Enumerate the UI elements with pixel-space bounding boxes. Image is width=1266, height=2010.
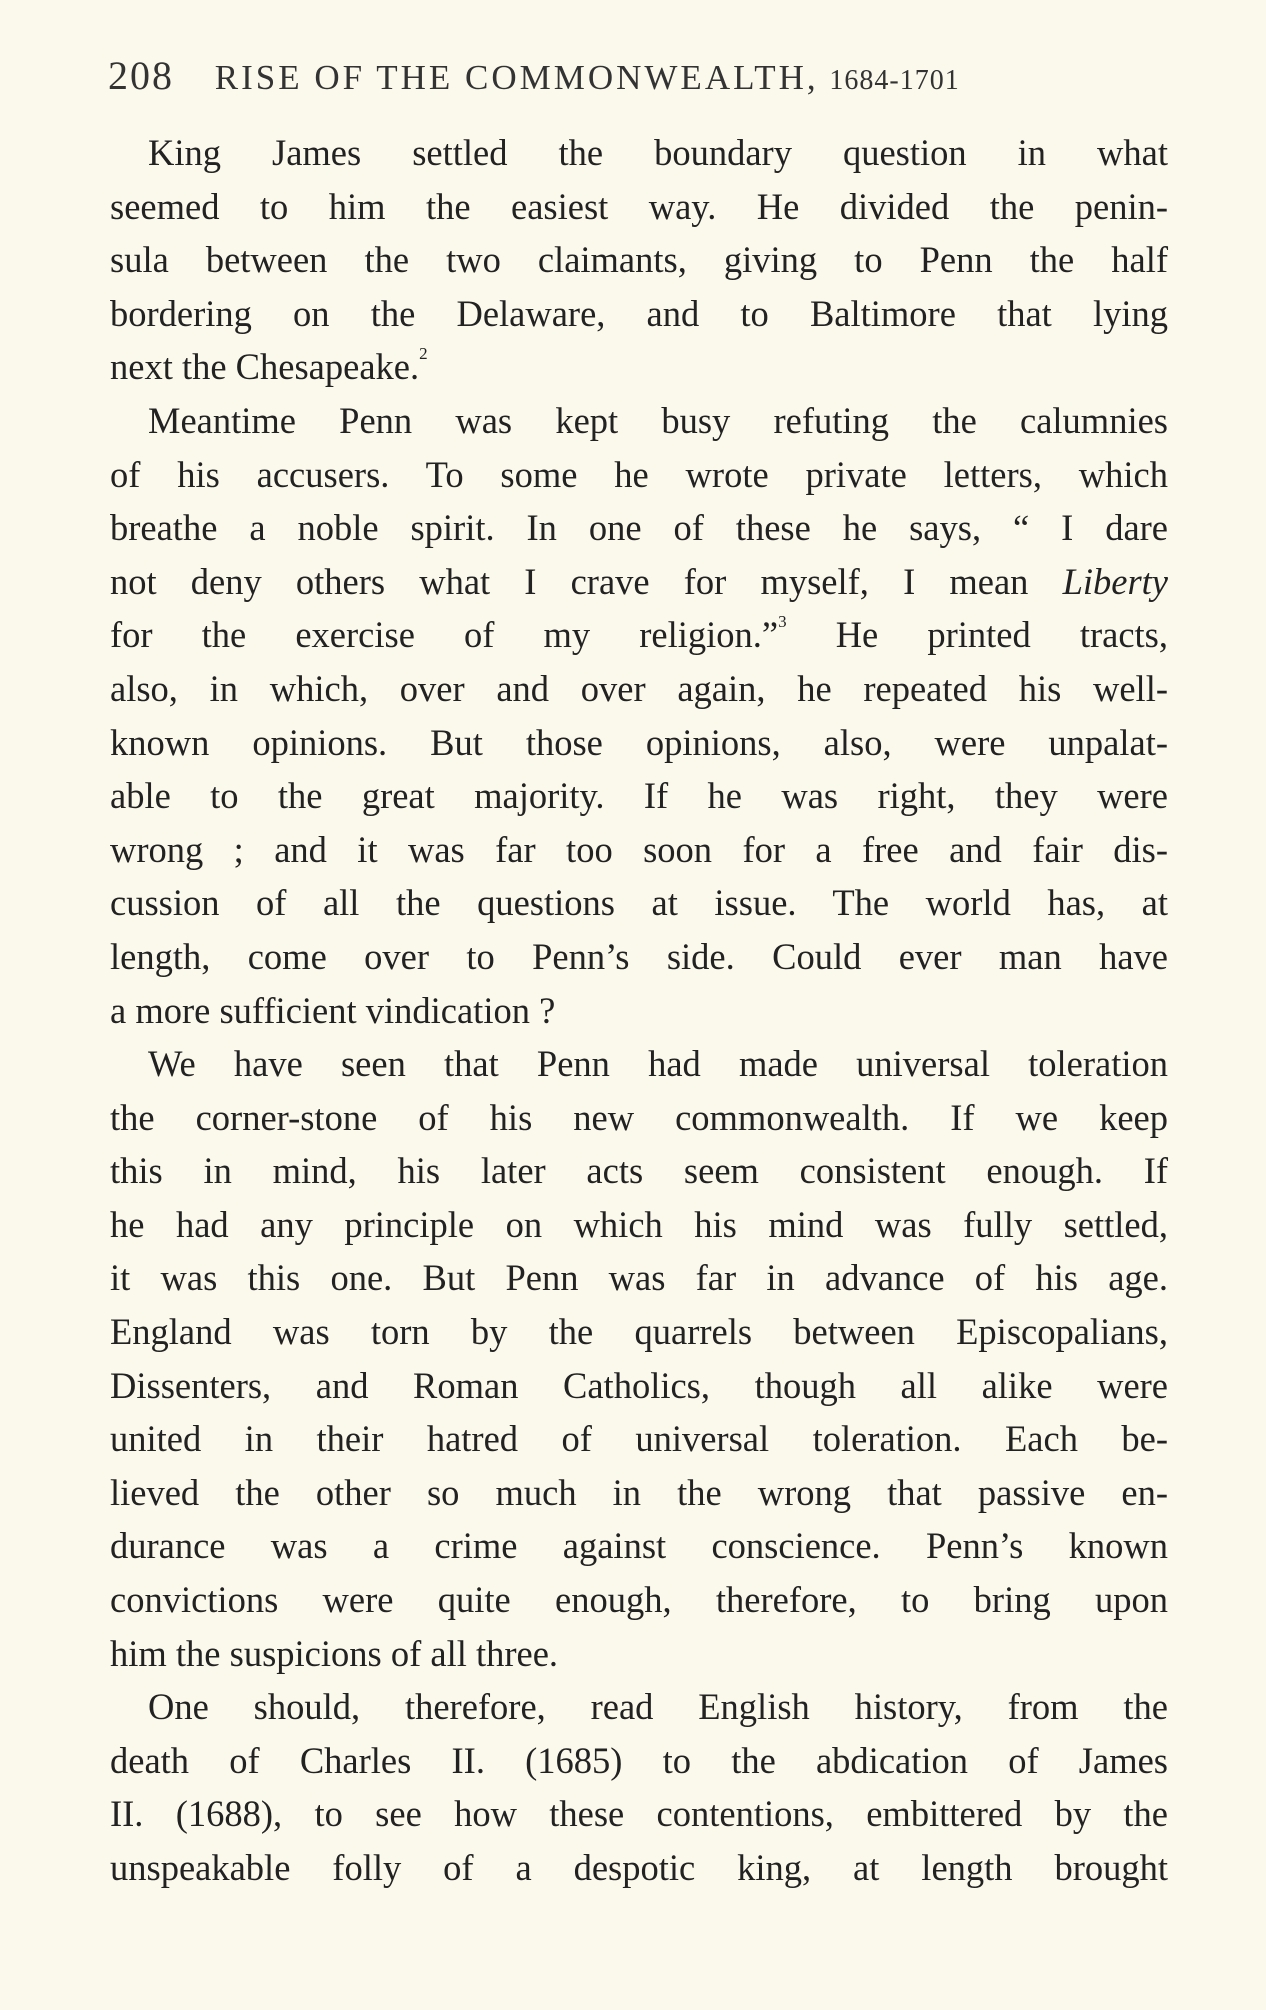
text-line: [110, 823, 1168, 877]
text-line: [110, 984, 1168, 1038]
text-line: [110, 1841, 1168, 1895]
line-text: cussion of all the questions at issue. The world has, at: [110, 882, 1168, 924]
line-text: length, come over to Penn’s side. Could ever man have: [110, 935, 1168, 977]
text-line: [110, 1359, 1168, 1413]
text-line: [110, 555, 1168, 609]
text-line: [110, 180, 1168, 234]
text-line: [110, 608, 1168, 662]
line-text: it was this one. But Penn was far in advance of his age.: [110, 1257, 1168, 1299]
line-text: seemed to him the easiest way. He divided the penin-: [110, 185, 1168, 227]
line-text: Meantime Penn was kept busy refuting the calumnies: [148, 399, 1168, 441]
running-title: RISE OF THE COMMONWEALTH,: [214, 58, 819, 97]
text-line: [110, 876, 1168, 930]
text-line: [110, 1198, 1168, 1252]
text-line: [110, 394, 1168, 448]
line-text: this in mind, his later acts seem consistent enough. If: [110, 1150, 1168, 1192]
text-line: [110, 1466, 1168, 1520]
text-line: [110, 1734, 1168, 1788]
line-text: wrong ; and it was far too soon for a free and fair dis-: [110, 828, 1168, 870]
line-text: for the exercise of my religion.”: [110, 614, 779, 656]
line-text: durance was a crime against conscience. Penn’s known: [110, 1525, 1168, 1567]
line-text: unspeakable folly of a despotic king, at length brought: [110, 1847, 1168, 1888]
text-line: [110, 287, 1168, 341]
text-line: [110, 448, 1168, 502]
line-text: also, in which, over and over again, he repeated his well-: [110, 667, 1168, 709]
text-line: [110, 1305, 1168, 1359]
text-line: [110, 662, 1168, 716]
line-text: him the suspicions of all three.: [110, 1632, 559, 1674]
text-line: [110, 1573, 1168, 1627]
line-text: King James settled the boundary question in what: [148, 132, 1168, 173]
line-text: bordering on the Delaware, and to Baltimore that lying: [110, 292, 1168, 334]
line-text: breathe a noble spirit. In one of these he says, “ I dare: [110, 507, 1168, 549]
page-number: 208: [108, 53, 174, 98]
text-line: [110, 930, 1168, 984]
text-line: [110, 1037, 1168, 1091]
text-line: [110, 1680, 1168, 1734]
text-line: [110, 1144, 1168, 1198]
line-text: united in their hatred of universal toleration. Each be-: [110, 1418, 1168, 1460]
line-text: One should, therefore, read English history, from the: [148, 1686, 1168, 1728]
line-text: of his accusers. To some he wrote private letters, which: [110, 453, 1168, 495]
text-line: [110, 340, 1168, 394]
line-text: able to the great majority. If he was right, they were: [110, 775, 1168, 817]
line-text: death of Charles II. (1685) to the abdication of James: [110, 1739, 1168, 1781]
line-text: a more sufficient vindication ?: [110, 989, 556, 1031]
line-text: convictions were quite enough, therefore, to bring upon: [110, 1579, 1168, 1621]
line-text: not deny others what I crave for myself, I mean: [110, 560, 1063, 602]
running-header: [108, 52, 1168, 99]
line-text-continued: He printed tracts,: [786, 614, 1168, 656]
line-text: Dissenters, and Roman Catholics, though all alike were: [110, 1364, 1168, 1406]
text-line: [110, 1251, 1168, 1305]
page-body-text: [110, 126, 1168, 1895]
line-text: sula between the two claimants, giving to Penn the half: [110, 239, 1168, 281]
text-line: [110, 233, 1168, 287]
text-line: [110, 1519, 1168, 1573]
text-line: [110, 126, 1168, 180]
line-text: he had any principle on which his mind was fully settled,: [110, 1203, 1168, 1245]
footnote-marker: 3: [778, 612, 787, 632]
text-line: [110, 769, 1168, 823]
line-text: next the Chesapeake.: [110, 346, 420, 388]
italic-word: Liberty: [1062, 560, 1168, 602]
text-line: [110, 1091, 1168, 1145]
line-text: the corner-stone of his new commonwealth. If we keep: [110, 1096, 1168, 1138]
line-text: known opinions. But those opinions, also, were unpalat-: [110, 721, 1168, 763]
text-line: [110, 1787, 1168, 1841]
text-line: [110, 1627, 1168, 1681]
line-text: lieved the other so much in the wrong that passive en-: [110, 1471, 1168, 1513]
running-title-dates: 1684-1701: [829, 65, 960, 96]
text-line: [110, 1412, 1168, 1466]
footnote-marker: 2: [419, 344, 428, 364]
text-line: [110, 716, 1168, 770]
line-text: England was torn by the quarrels between Episcopalians,: [110, 1311, 1168, 1353]
text-line: [110, 501, 1168, 555]
line-text: We have seen that Penn had made universal toleration: [148, 1043, 1168, 1085]
line-text: II. (1688), to see how these contentions, embittered by the: [110, 1793, 1168, 1835]
